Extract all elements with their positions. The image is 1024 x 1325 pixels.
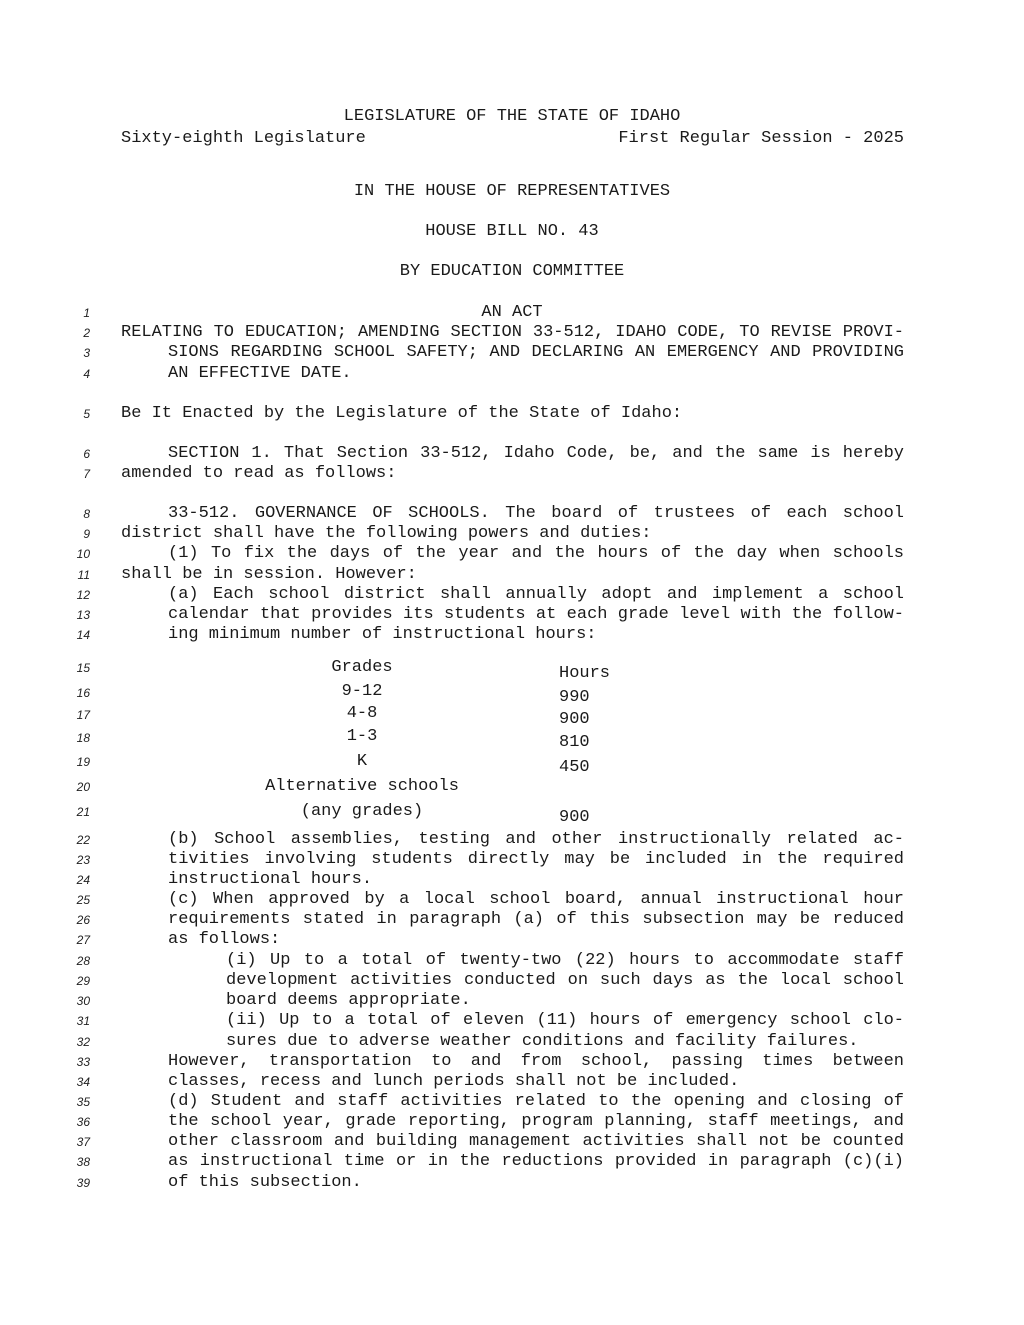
statute-text: district shall have the following powers and duties: xyxy=(121,524,652,543)
statute-text: as instructional time or in the reductions provided in paragraph (c)(i) xyxy=(168,1152,904,1171)
line-number: 13 xyxy=(76,608,90,622)
grade-cell: 1-3 xyxy=(346,727,378,746)
line-number: 30 xyxy=(76,994,90,1008)
act-title-line: AN EFFECTIVE DATE. xyxy=(168,364,352,383)
line-number: 28 xyxy=(76,954,90,968)
bill-number: HOUSE BILL NO. 43 xyxy=(425,222,599,241)
statute-text: requirements stated in paragraph (a) of this subsection may be reduced xyxy=(168,910,904,929)
act-heading: AN ACT xyxy=(481,303,543,322)
statute-text: instructional hours. xyxy=(168,870,373,889)
act-title-line: SIONS REGARDING SCHOOL SAFETY; AND DECLARING AN EMERGENCY AND PROVIDING xyxy=(168,343,904,362)
line-number: 26 xyxy=(76,913,90,927)
hours-header: Hours xyxy=(559,664,611,683)
hours-cell: 990 xyxy=(559,688,590,707)
statute-text: the school year, grade reporting, program planning, staff meetings, and xyxy=(168,1112,904,1131)
grade-cell: K xyxy=(356,752,368,771)
hours-cell: 900 xyxy=(559,710,590,729)
statute-text: However, transportation to and from school, passing times between xyxy=(168,1052,904,1071)
statute-text: (d) Student and staff activities related to the opening and closing of xyxy=(168,1092,904,1111)
line-number: 12 xyxy=(76,588,90,602)
line-number: 15 xyxy=(76,661,90,675)
statute-text: shall be in session. However: xyxy=(121,565,417,584)
section-intro: SECTION 1. That Section 33-512, Idaho Code, be, and the same is hereby xyxy=(168,444,904,463)
line-number: 3 xyxy=(83,346,90,360)
statute-text: tivities involving students directly may be included in the required xyxy=(168,850,904,869)
statute-text: calendar that provides its students at each grade level with the follow- xyxy=(168,605,904,624)
hours-cell: 810 xyxy=(559,733,590,752)
statute-text: (b) School assemblies, testing and other instructionally related ac- xyxy=(168,830,904,849)
line-number: 32 xyxy=(76,1035,90,1049)
line-number: 4 xyxy=(83,367,90,381)
line-number: 5 xyxy=(83,407,90,421)
grade-cell: 9-12 xyxy=(341,682,383,701)
statute-text: development activities conducted on such days as the local school xyxy=(226,971,904,990)
line-number: 1 xyxy=(83,306,90,320)
line-number: 35 xyxy=(76,1095,90,1109)
bill-sponsor: BY EDUCATION COMMITTEE xyxy=(399,262,625,281)
statute-text: (a) Each school district shall annually adopt and implement a school xyxy=(168,585,904,604)
line-number: 19 xyxy=(76,755,90,769)
grade-cell: 4-8 xyxy=(346,704,378,723)
statute-text: (ii) Up to a total of eleven (11) hours of emergency school clo- xyxy=(226,1011,904,1030)
grade-cell: Alternative schools xyxy=(265,777,459,796)
hours-cell: 900 xyxy=(559,808,590,827)
statute-text: (c) When approved by a local school board, annual instructional hour xyxy=(168,890,904,909)
line-number: 34 xyxy=(76,1075,90,1089)
grades-header: Grades xyxy=(331,658,393,677)
session-label: First Regular Session - 2025 xyxy=(618,129,904,148)
line-number: 21 xyxy=(76,805,90,819)
line-number: 22 xyxy=(76,833,90,847)
line-number: 39 xyxy=(76,1176,90,1190)
statute-text: ing minimum number of instructional hours: xyxy=(168,625,597,644)
line-number: 24 xyxy=(76,873,90,887)
legislature-heading: LEGISLATURE OF THE STATE OF IDAHO xyxy=(343,107,681,126)
line-number: 27 xyxy=(76,933,90,947)
statute-text: other classroom and building management activities shall not be counted xyxy=(168,1132,904,1151)
statute-text: classes, recess and lunch periods shall not be included. xyxy=(168,1072,740,1091)
line-number: 6 xyxy=(83,447,90,461)
line-number: 14 xyxy=(76,628,90,642)
section-intro: amended to read as follows: xyxy=(121,464,397,483)
line-number: 7 xyxy=(83,467,90,481)
statute-text: board deems appropriate. xyxy=(226,991,471,1010)
line-number: 37 xyxy=(76,1135,90,1149)
line-number: 38 xyxy=(76,1155,90,1169)
statute-text: sures due to adverse weather conditions and facility failures. xyxy=(226,1032,859,1051)
statute-text: 33-512. GOVERNANCE OF SCHOOLS. The board of trustees of each school xyxy=(168,504,904,523)
line-number: 33 xyxy=(76,1055,90,1069)
act-title-line: RELATING TO EDUCATION; AMENDING SECTION 33-512, IDAHO CODE, TO REVISE PROVI- xyxy=(121,323,904,342)
line-number: 17 xyxy=(76,708,90,722)
legislature-name: Sixty-eighth Legislature xyxy=(121,129,366,148)
line-number: 20 xyxy=(76,780,90,794)
line-number: 29 xyxy=(76,974,90,988)
line-number: 36 xyxy=(76,1115,90,1129)
line-number: 11 xyxy=(77,568,90,582)
statute-text: of this subsection. xyxy=(168,1173,362,1192)
line-number: 16 xyxy=(76,686,90,700)
line-number: 31 xyxy=(76,1014,90,1028)
line-number: 23 xyxy=(76,853,90,867)
statute-text: (i) Up to a total of twenty-two (22) hours to accommodate staff xyxy=(226,951,904,970)
line-number: 2 xyxy=(83,326,90,340)
enacting-clause: Be It Enacted by the Legislature of the State of Idaho: xyxy=(121,404,683,423)
line-number: 25 xyxy=(76,893,90,907)
line-number: 18 xyxy=(76,731,90,745)
grade-cell-continued: (any grades) xyxy=(300,802,424,821)
hours-cell: 450 xyxy=(559,758,590,777)
statute-text: as follows: xyxy=(168,930,281,949)
line-number: 8 xyxy=(83,507,90,521)
line-number: 9 xyxy=(83,527,90,541)
line-number: 10 xyxy=(76,547,90,561)
chamber-heading: IN THE HOUSE OF REPRESENTATIVES xyxy=(353,182,671,201)
statute-text: (1) To fix the days of the year and the hours of the day when schools xyxy=(168,544,904,563)
